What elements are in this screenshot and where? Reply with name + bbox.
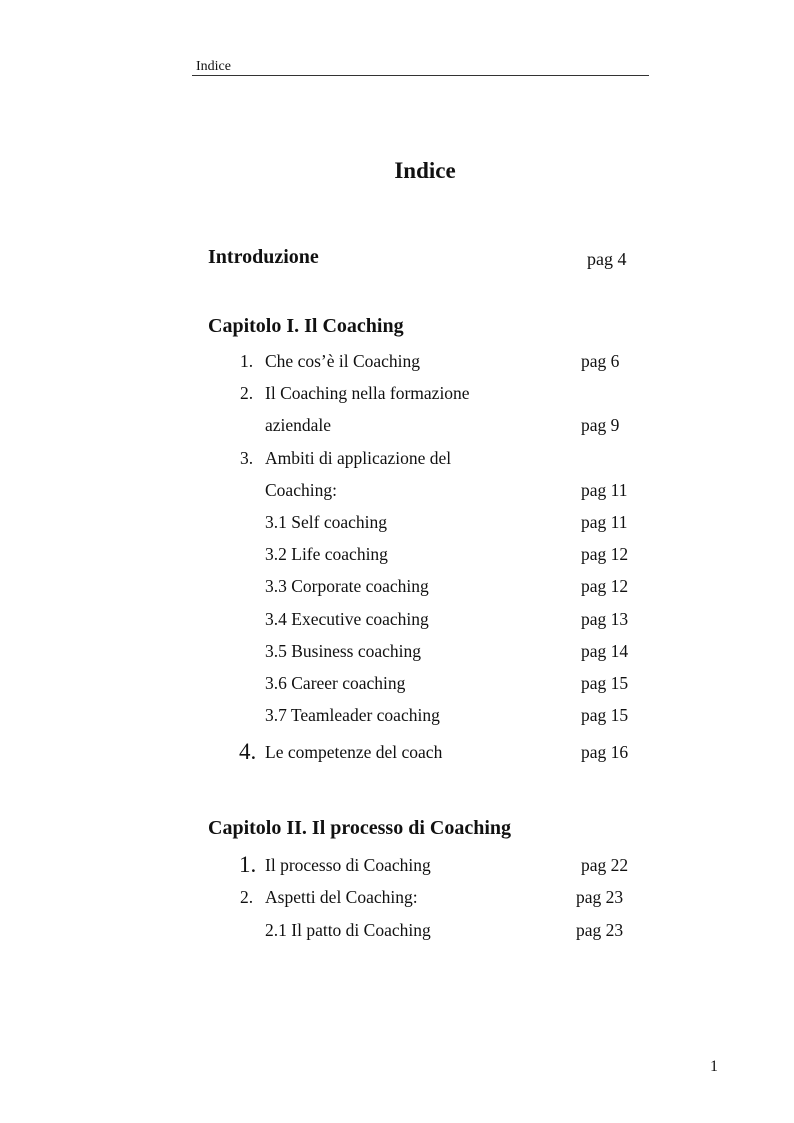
toc-page: pag 13: [581, 609, 629, 629]
toc-subentry: 3.4 Executive coaching: [265, 609, 429, 629]
toc-number: 1.: [240, 351, 254, 371]
toc-subentry: 3.6 Career coaching: [265, 673, 406, 693]
toc-entry: Ambiti di applicazione del: [265, 448, 452, 468]
page-number: 1: [710, 1058, 718, 1075]
toc-page: pag 15: [581, 705, 629, 725]
toc-page: pag 11: [581, 480, 628, 500]
toc-page: pag 14: [581, 641, 629, 661]
toc-page: pag 11: [581, 512, 628, 532]
toc-number: 2.: [240, 383, 254, 403]
toc-page: pag 23: [576, 920, 624, 940]
toc-number: 1.: [239, 852, 257, 877]
toc-number: 2.: [240, 887, 254, 907]
toc-subentry: 2.1 Il patto di Coaching: [265, 920, 431, 940]
chapter2-title: Capitolo II. Il processo di Coaching: [208, 817, 512, 839]
toc-entry: Le competenze del coach: [265, 742, 443, 762]
toc-entry: Che cos’è il Coaching: [265, 351, 421, 371]
toc-entry: Il processo di Coaching: [265, 855, 431, 875]
toc-number: 3.: [240, 448, 254, 468]
toc-page: pag 23: [576, 887, 624, 907]
toc-entry-continuation: Coaching:: [265, 480, 337, 500]
toc-subentry: 3.5 Business coaching: [265, 641, 422, 661]
toc-entry-continuation: aziendale: [265, 415, 332, 435]
toc-page: pag 16: [581, 742, 629, 762]
page-title: Indice: [394, 158, 456, 183]
toc-subentry: 3.3 Corporate coaching: [265, 576, 429, 596]
toc-page: pag 9: [581, 415, 620, 435]
toc-page: pag 22: [581, 855, 629, 875]
toc-page: pag 15: [581, 673, 629, 693]
header-rule: [192, 75, 649, 76]
toc-subentry: 3.2 Life coaching: [265, 544, 388, 564]
toc-page: pag 12: [581, 544, 629, 564]
toc-page: pag 12: [581, 576, 629, 596]
toc-entry: Il Coaching nella formazione: [265, 383, 470, 403]
introduction-page: pag 4: [587, 249, 627, 269]
chapter1-title: Capitolo I. Il Coaching: [208, 315, 404, 337]
running-head: Indice: [196, 59, 231, 74]
toc-entry: Aspetti del Coaching:: [265, 887, 418, 907]
toc-page: pag 6: [581, 351, 620, 371]
introduction-heading: Introduzione: [208, 246, 319, 268]
toc-subentry: 3.7 Teamleader coaching: [265, 705, 440, 725]
toc-subentry: 3.1 Self coaching: [265, 512, 387, 532]
toc-number: 4.: [239, 739, 257, 764]
